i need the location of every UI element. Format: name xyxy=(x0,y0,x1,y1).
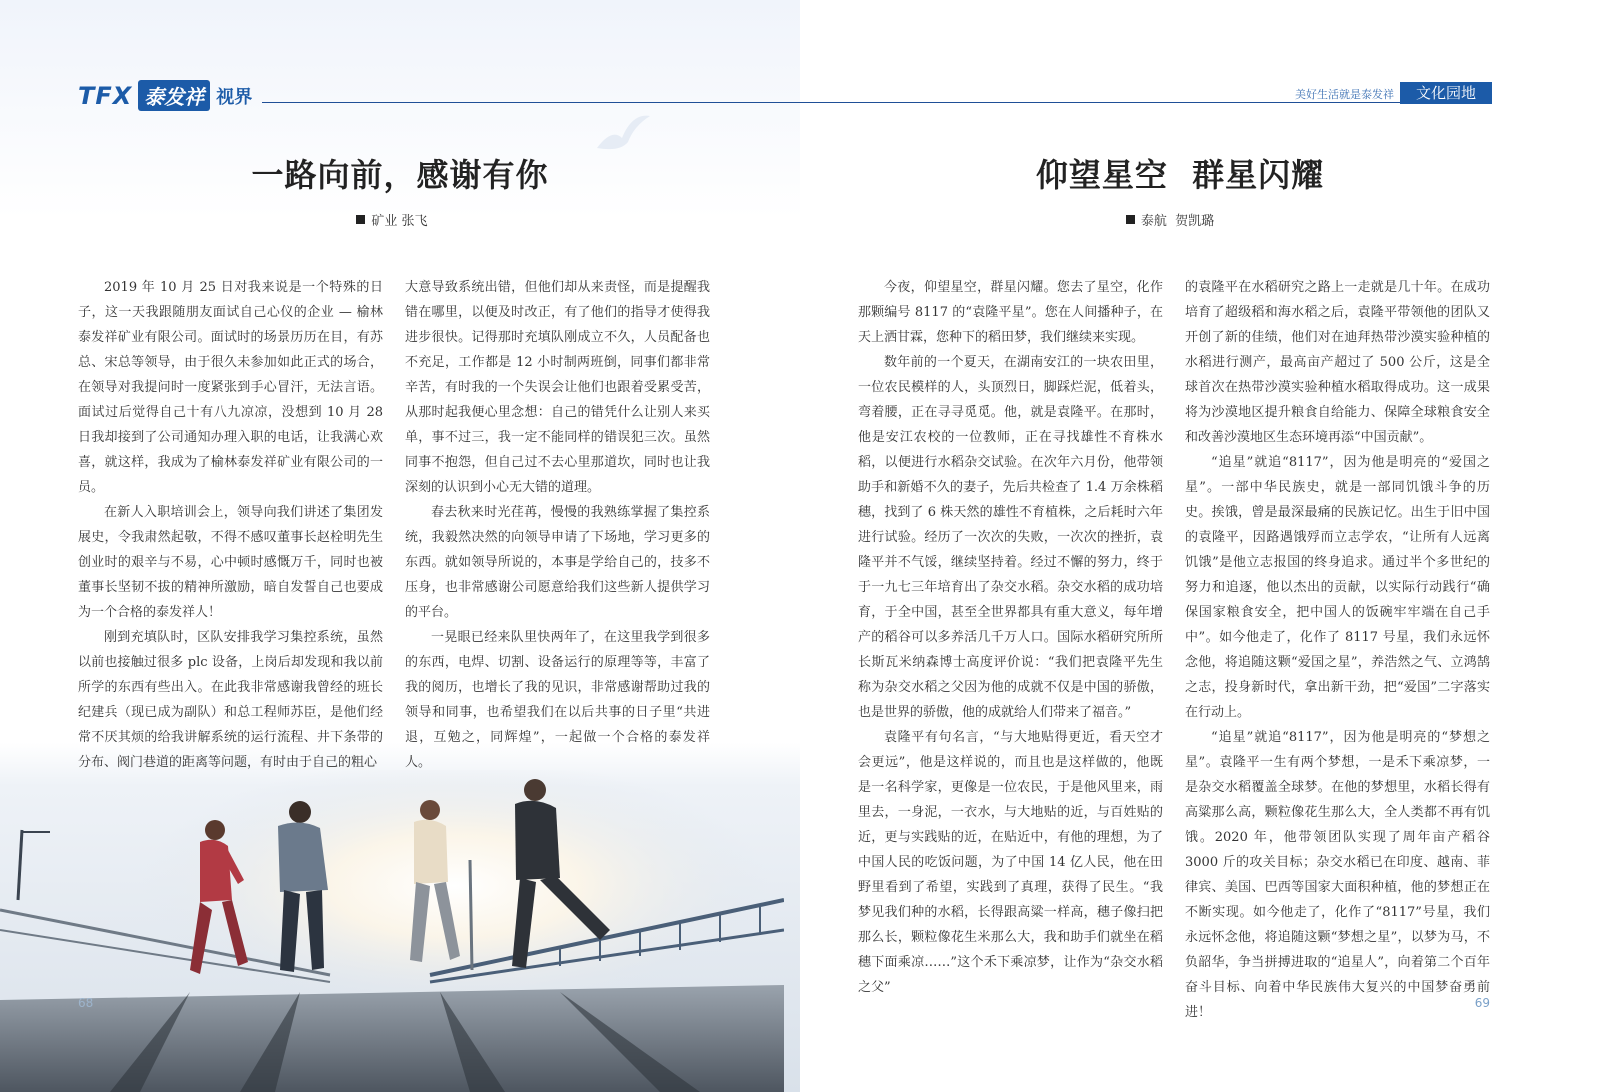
paragraph: 袁隆平有句名言，“与大地贴得更近，看天空才会更远”，他是这样说的，而且也是这样做的，他既是一名科学家，更像是一位农民，于是他风里来，雨里去，一身泥，一衣水，与大地贴的近，与百姓贴的近，更与实践贴的近，在贴近中，有他的理想，为了中国人民的吃饭问题，为了中国 14 亿人民，他在田野里看到了希望，实践到了真理，获得了民生。“我梦见我们种的水稻，长得跟高粱一样高，穗子像扫把那么长，颗粒像花生米那么大，我和助手们就坐在稻穗下面乘凉……”这个禾下乘凉梦，让作为“杂交水稻之父” xyxy=(858,730,1163,995)
right-article-byline xyxy=(800,210,1570,229)
logo-name: 泰发祥 xyxy=(138,80,210,111)
paragraph: “追星”就追“8117”，因为他是明亮的“梦想之星”。袁隆平一生有两个梦想，一是禾下乘凉梦，一是杂交水稻覆盖全球梦。在他的梦想里，水稻长得有高粱那么高，颗粒像花生那么大，全人类都不再有饥饿。2020 年，他带领团队实现了周年亩产稻谷 3000 斤的攻关目标；杂交水稻已在印度、越南、菲律宾、美国、巴西等国家大面积种植，他的梦想正在不断实现。如今他走了，化作了“8117”号星，我们永远怀念他，将追随这颗“梦想之星”，以梦为马，不负韶华，争当拼搏进取的“追星人”，向着第二个百年奋斗目标、向着中华民族伟大复兴的中国梦奋勇前进！ xyxy=(1185,730,1490,1020)
paragraph: 春去秋来时光荏苒，慢慢的我熟练掌握了集控系统，我毅然决然的向领导申请了下场地，学习更多的东西。就如领导所说的，本事是学给自己的，技多不压身，也非常感谢公司愿意给我们这些新人提供学习的平台。 xyxy=(405,505,710,620)
byline-square-icon xyxy=(1126,215,1135,224)
right-article-column-2 xyxy=(1185,275,1490,1025)
page-number-right: 69 xyxy=(1474,996,1490,1010)
right-page xyxy=(800,0,1600,1092)
runners-photo xyxy=(0,770,784,1092)
byline-square-icon xyxy=(356,215,365,224)
magazine-slogan: 美好生活就是泰发祥 xyxy=(1295,88,1394,101)
left-article-byline xyxy=(0,210,792,229)
right-article-column-1 xyxy=(858,275,1163,1000)
right-byline-text: 泰航 贺凯璐 xyxy=(1140,214,1215,229)
paragraph: 数年前的一个夏天，在湖南安江的一块农田里，一位农民模样的人，头顶烈日，脚踩烂泥，低着头，弯着腰，正在寻寻觅觅。他，就是袁隆平。在那时，他是安江农校的一位教师，正在寻找雄性不育株水稻，以便进行水稻杂交试验。在次年六月份，他带领助手和新婚不久的妻子，先后共检查了 1.4 万余株稻穗，找到了 6 株天然的雄性不育植株，之后耗时六年进行试验。经历了一次次的失败，一次次的挫折，袁隆平并不气馁，继续坚持着。经过不懈的努力，终于于一九七三年培育出了杂交水稻。杂交水稻的成功培育，于全中国，甚至全世界都具有重大意义，每年增产的稻谷可以多养活几千万人口。国际水稻研究所所长斯瓦米纳森博士高度评价说：“我们把袁隆平先生称为杂交水稻之父因为他的成就不仅是中国的骄傲，也是世界的骄傲，他的成就给人们带来了福音。” xyxy=(858,355,1163,720)
left-article-title: 一路向前，感谢有你 xyxy=(251,156,549,194)
paragraph: 在新人入职培训会上，领导向我们讲述了集团发展史，令我肃然起敬，不得不感叹董事长赵栓明先生创业时的艰辛与不易，心中顿时感慨万千，同时也被董事长坚韧不拔的精神所激励，暗自发誓自己也要成为一个合格的泰发祥人！ xyxy=(78,505,383,620)
logo-sub: 视界 xyxy=(216,86,253,108)
page-number-left: 68 xyxy=(78,996,94,1010)
paragraph: 刚到充填队时，区队安排我学习集控系统，虽然以前也接触过很多 plc 设备，上岗后却发现和我以前所学的东西有些出入。在此我非常感谢我曾经的班长纪建兵（现已成为副队）和总工程师苏臣，是他们经常不厌其烦的给我讲解系统的运行流程、井下条带的分布、阀门巷道的距离等问题，有时由于自己的粗心 xyxy=(78,630,383,770)
paragraph: 今夜，仰望星空，群星闪耀。您去了星空，化作那颗编号 8117 的“袁隆平星”。您在人间播种子，在天上洒甘霖，您种下的稻田梦，我们继续来实现。 xyxy=(858,280,1163,345)
section-tag: 文化园地 xyxy=(1400,82,1492,104)
logo-mark: TFX xyxy=(78,81,133,110)
left-article-column-1 xyxy=(78,275,383,775)
header-rule-left xyxy=(262,102,800,103)
left-article-column-2 xyxy=(405,275,710,775)
header-rule-right xyxy=(800,102,1492,103)
paragraph: “追星”就追“8117”，因为他是明亮的“爱国之星”。一部中华民族史，就是一部同饥饿斗争的历史。挨饿，曾是最深最痛的民族记忆。出生于旧中国的袁隆平，因路遇饿殍而立志学农，“让所有人远离饥饿”是他立志报国的终身追求。通过半个多世纪的努力和追逐，他以杰出的贡献，以实际行动践行“确保国家粮食安全，把中国人的饭碗牢牢端在自己手中”。如今他走了，化作了 8117 号星，我们永远怀念他，将追随这颗“爱国之星”，养浩然之气、立鸿鹄之志，投身新时代，拿出新干劲，把“爱国”二字落实在行动上。 xyxy=(1185,455,1490,720)
paragraph: 一晃眼已经来队里快两年了，在这里我学到很多的东西，电焊、切割、设备运行的原理等等，丰富了我的阅历，也增长了我的见识，非常感谢帮助过我的领导和同事，也希望我们在以后共事的日子里“共进退，互勉之，同辉煌”，一起做一个合格的泰发祥人。 xyxy=(405,630,710,770)
magazine-logo xyxy=(78,80,252,111)
right-article-title: 仰望星空 群星闪耀 xyxy=(1035,156,1325,194)
paragraph-continued: 的袁隆平在水稻研究之路上一走就是几十年。在成功培育了超级稻和海水稻之后，袁隆平带领他的团队又开创了新的佳绩，他们对在迪拜热带沙漠实验种植的水稻进行测产，最高亩产超过了 500 公斤，这是全球首次在热带沙漠实验种植水稻取得成功。这一成果将为沙漠地区提升粮食自给能力、保障全球粮食安全和改善沙漠地区生态环境再添“中国贡献”。 xyxy=(1185,280,1490,445)
paragraph: 2019 年 10 月 25 日对我来说是一个特殊的日子，这一天我跟随朋友面试自己心仪的企业 — 榆林泰发祥矿业有限公司。面试时的场景历历在目，有苏总、宋总等领导，由于很久未参加如此正式的场合，在领导对我提问时一度紧张到手心冒汗，无法言语。面试过后觉得自己十有八九凉凉，没想到 10 月 28 日我却接到了公司通知办理入职的电话，让我满心欢喜，就这样，我成为了榆林泰发祥矿业有限公司的一员。 xyxy=(78,280,383,495)
left-byline-text: 矿业 张飞 xyxy=(371,214,428,229)
paragraph-continued: 大意导致系统出错，但他们却从来责怪，而是提醒我错在哪里，以便及时改正，有了他们的指导才使得我进步很快。记得那时充填队刚成立不久，人员配备也不充足，工作都是 12 小时制两班倒，同事们都非常辛苦，有时我的一个失误会让他们也跟着受累受苦，从那时起我便心里念想：自己的错凭什么让别人来买单，事不过三，我一定不能同样的错误犯三次。虽然同事不抱怨，但自己过不去心里那道坎，同时也让我深刻的认识到小心无大错的道理。 xyxy=(405,280,710,495)
